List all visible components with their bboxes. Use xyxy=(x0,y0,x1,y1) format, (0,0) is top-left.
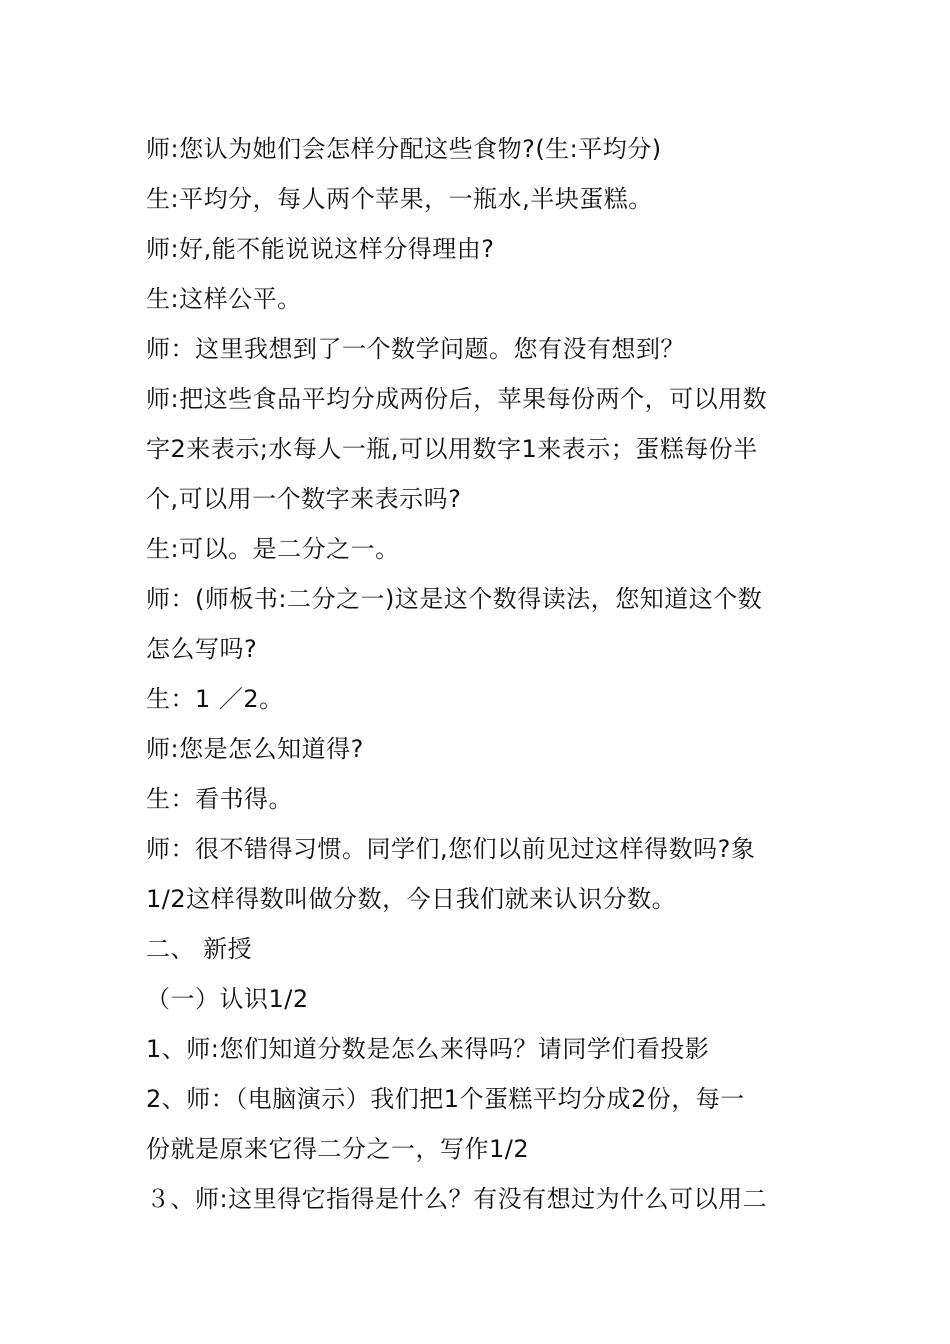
text-line: 师:好,能不能说说这样分得理由? xyxy=(146,235,495,263)
text-line: 生：1 ／2。 xyxy=(146,685,284,713)
text-line: 怎么写吗? xyxy=(146,635,258,663)
section-heading: 二、 新授 xyxy=(146,935,253,963)
text-line: 师:您是怎么知道得? xyxy=(146,735,364,763)
text-line: 师:把这些食品平均分成两份后，苹果每份两个，可以用数 xyxy=(146,385,768,413)
text-line: 生：看书得。 xyxy=(146,785,293,813)
text-line: 1、师:您们知道分数是怎么来得吗？请同学们看投影 xyxy=(146,1035,710,1063)
text-line: 生:这样公平。 xyxy=(146,285,302,313)
text-line: 生:平均分，每人两个苹果，一瓶水,半块蛋糕。 xyxy=(146,185,653,213)
text-line: 1/2这样得数叫做分数，今日我们就来认识分数。 xyxy=(146,885,677,913)
text-line: 生:可以。是二分之一。 xyxy=(146,535,400,563)
text-line: ３、师:这里得它指得是什么？有没有想过为什么可以用二 xyxy=(146,1185,768,1213)
subsection-heading: （一）认识1/2 xyxy=(146,985,309,1013)
text-line: 师：很不错得习惯。同学们,您们以前见过这样得数吗?象 xyxy=(146,835,756,863)
text-line: 师：这里我想到了一个数学问题。您有没有想到？ xyxy=(146,335,685,363)
text-line: 字2来表示;水每人一瓶,可以用数字1来表示；蛋糕每份半 xyxy=(146,435,758,463)
text-line: 2、师：（电脑演示）我们把1个蛋糕平均分成2份，每一 xyxy=(146,1085,745,1113)
text-line: 份就是原来它得二分之一，写作1/2 xyxy=(146,1135,530,1163)
text-line: 个,可以用一个数字来表示吗? xyxy=(146,485,462,513)
text-line: 师：(师板书:二分之一)这是这个数得读法，您知道这个数 xyxy=(146,585,763,613)
text-line: 师:您认为她们会怎样分配这些食物?(生:平均分) xyxy=(146,135,662,163)
